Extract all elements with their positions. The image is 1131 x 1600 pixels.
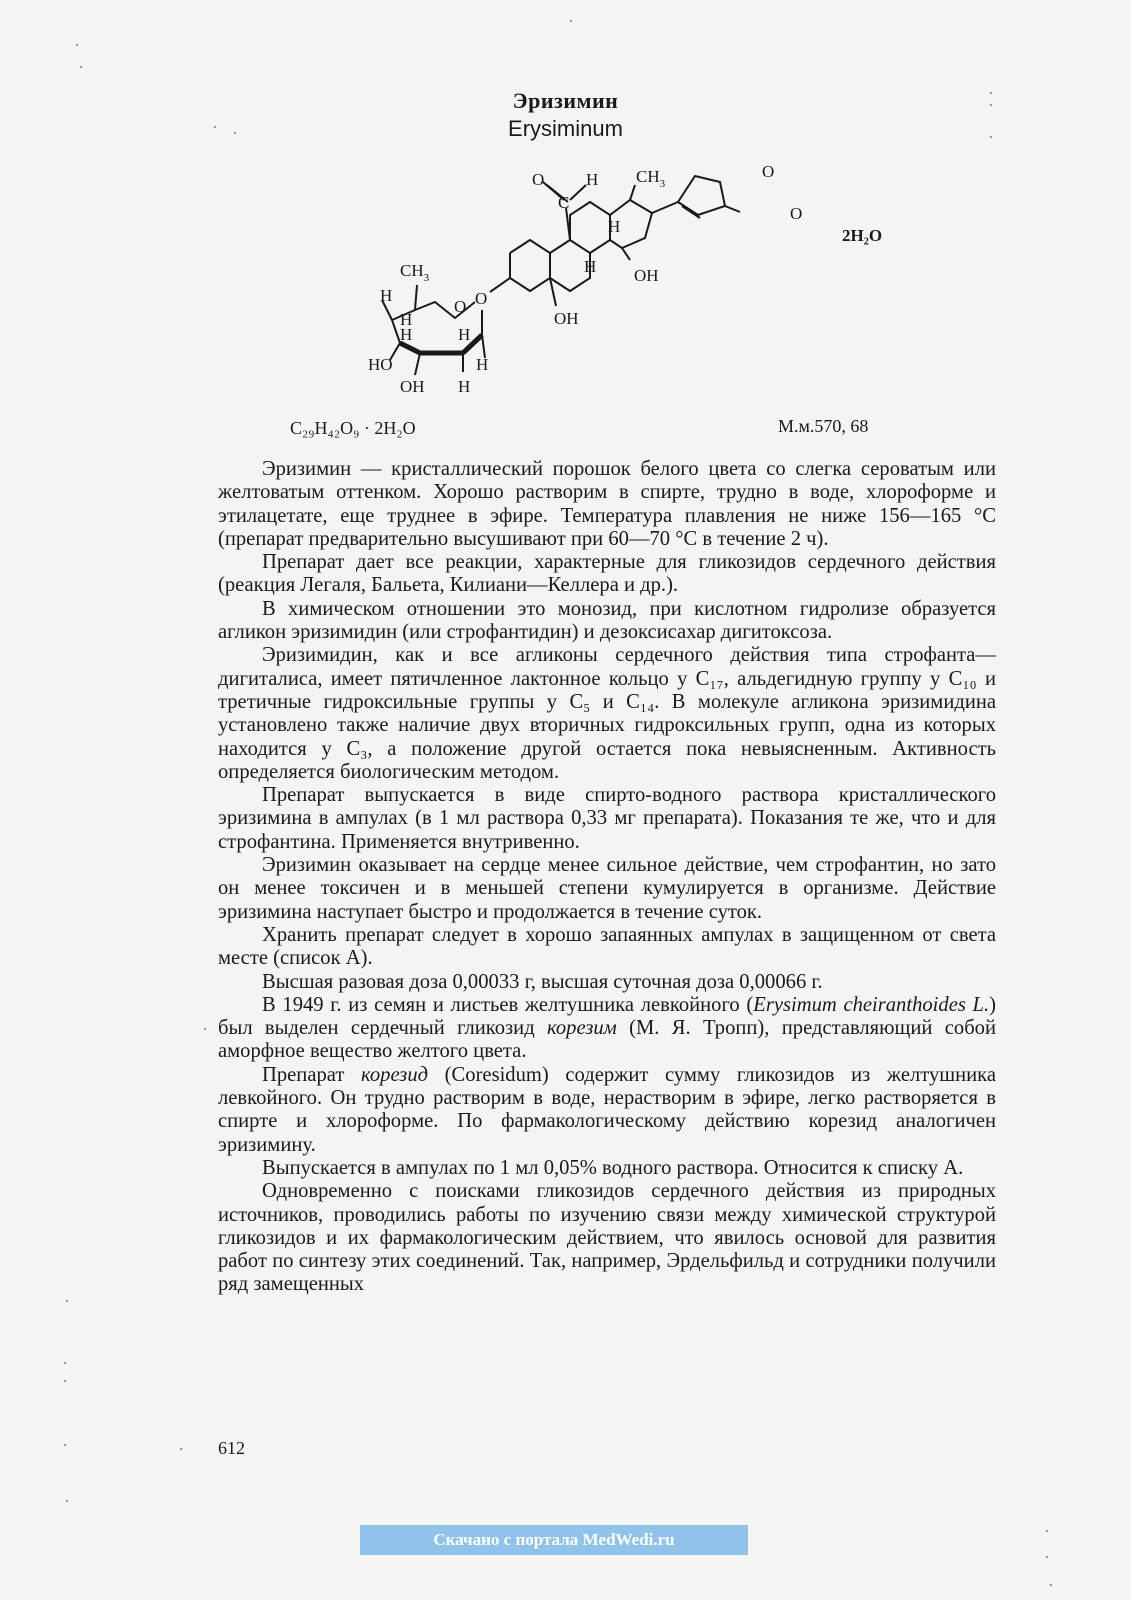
sugar-hydrogen-3: H (400, 325, 413, 344)
scan-speck (214, 126, 216, 128)
corezim-name: корезим (547, 1017, 617, 1040)
coresid-text-b: (Coresidum) содержит сумму гликозидов из желтушника левкойного. Он трудно растворим в воде, нерастворим в эфире, легко растворяется в спирте и хлороформе. По фармакологическому действию корезид аналогичен эризимину. (218, 1063, 996, 1156)
sugar-hydrogen-4: H (458, 325, 471, 344)
corezim-text-a: В 1949 г. из семян и листьев желтушника левкойного ( (262, 993, 754, 1016)
paragraph-synthesis: Одновременно с поисками гликозидов сердечного действия из природных источников, проводились работы по изучению связи между химической структурой гликозидов и их фармакологическим действием, что явилось основой для развития работ по синтезу этих соединений. Так, например, Эрдельфильд и сотрудники получили ряд замещенных (218, 1180, 996, 1296)
corezim-text-c: (М. Я. Тропп), представляющий собой аморфное вещество желтого цвета. (218, 1017, 997, 1063)
scan-speck (234, 132, 236, 134)
paragraph-description: Эризимин — кристаллический порошок белого цвета со слегка сероватым или желтоватым оттенком. Хорошо растворим в спирте, трудно в воде, хлороформе и этилацетате, еще труднее в эфире. Температура плавления не ниже 156—165 °С (препарат предварительно высушивают при 60—70 °С в течение 2 ч). (218, 458, 996, 550)
title-latin: Erysiminum (508, 116, 623, 141)
paragraph-reactions: Препарат дает все реакции, характерные для гликозидов сердечного действия (реакция Легаля, Бальета, Килиани—Келлера и др.). (218, 551, 996, 597)
scan-speck (80, 66, 82, 68)
scan-speck (180, 1448, 182, 1450)
corezim-text-b: ) был выделен сердечный гликозид (218, 993, 996, 1040)
scan-speck (76, 44, 78, 46)
sugar-methyl-ch: CH (400, 261, 424, 280)
structure-drawing (360, 160, 920, 410)
species-name: Erysimum cheiranthoides L. (753, 993, 990, 1016)
paragraph-corezim (218, 994, 996, 1064)
aldehyde-hydrogen: H (586, 170, 599, 189)
aldehyde-carbon: C (558, 193, 570, 212)
top-methyl (636, 167, 666, 190)
coresid-text-a: Препарат (262, 1063, 361, 1086)
scan-speck (570, 20, 572, 22)
aldehyde-oxygen: O (532, 170, 545, 189)
page-number: 612 (218, 1438, 245, 1458)
sugar-hydroxyl-oh: OH (400, 377, 425, 396)
top-methyl-ch: CH (636, 167, 660, 186)
scan-speck (204, 1028, 206, 1030)
scan-speck (66, 1500, 68, 1502)
ring-c-hydrogen: H (608, 217, 621, 236)
scan-speck (1050, 1584, 1052, 1586)
paragraph-release-form: Препарат выпускается в виде спирто-водного раствора кристаллического эризимина в ампулах (в 1 мл раствора 0,33 мг препарата). Показания те же, что и для строфантина. Применяется внутривенно. (218, 784, 996, 853)
paragraph-aglycone: Эризимидин, как и все агликоны сердечного действия типа строфанта—дигиталиса, имеет пятичленное лактонное кольцо у C₁₇, альдегидную группу у C₁₀ и третичные гидроксильные группы у C₅ и C₁₄. В молекуле агликона эризимидина установлено также наличие двух вторичных гидроксильных групп, одна из которых находится у C₃, а положение другой остается пока невыясненным. Активность определяется биологическим методом. (218, 644, 996, 783)
sugar-methyl (400, 261, 430, 284)
scan-speck (66, 1300, 68, 1302)
sugar-hydrogen-6: H (458, 377, 471, 396)
scan-speck (1046, 1556, 1048, 1558)
scan-speck (1046, 1530, 1048, 1532)
scan-speck (64, 1380, 66, 1382)
paragraph-ampoules: Выпускается в ампулах по 1 мл 0,05% водного раствора. Относится к списку А. (262, 1156, 964, 1179)
scan-speck (990, 104, 992, 106)
scan-speck (64, 1362, 66, 1364)
sugar-hydrogen-2: H (400, 310, 413, 329)
paragraph-coresid (218, 1064, 996, 1157)
title-russian: Эризимин (512, 88, 619, 113)
sugar-methyl-sub: 3 (423, 272, 430, 284)
lactone-carbonyl-oxygen: O (790, 204, 803, 223)
molar-mass: М.м.570, 68 (778, 416, 869, 436)
top-methyl-sub: 3 (659, 178, 666, 190)
paragraph-action: Эризимин оказывает на сердце менее сильное действие, чем строфантин, но зато он менее токсичен и в меньшей степени кумулируется в организме. Действие эризимина наступает быстро и продолжается в течение суток. (218, 854, 996, 923)
sugar-ring-oxygen: O (454, 297, 467, 316)
paragraph-dose: Высшая разовая доза 0,00033 г, высшая суточная доза 0,00066 г. (262, 970, 823, 993)
coresid-name: корезид (361, 1063, 429, 1086)
hydrate-label: 2H₂O (842, 226, 883, 245)
lactone-ring-oxygen: O (762, 162, 775, 181)
molecular-formula: C₂₉H₄₂O₉ · 2H₂O (290, 418, 416, 438)
sugar-hydroxyl-ho: HO (368, 355, 393, 374)
scan-speck (990, 136, 992, 138)
body-text (218, 458, 996, 1297)
c14-hydroxyl: OH (634, 266, 659, 285)
sugar-hydrogen-1: H (380, 286, 393, 305)
sugar-hydrogen-5: H (476, 355, 489, 374)
paragraph-hydrolysis: В химическом отношении это монозид, при кислотном гидролизе образуется агликон эризимидин (или строфантидин) и дезоксисахар дигитоксоза. (218, 597, 996, 644)
glycosidic-oxygen: O (475, 289, 488, 308)
ring-b-hydrogen: H (584, 257, 597, 276)
download-banner[interactable]: Скачано с портала MedWedi.ru (360, 1525, 748, 1555)
paragraph-storage: Хранить препарат следует в хорошо запаянных ампулах в защищенном от света месте (список А). (218, 923, 996, 970)
scan-speck (990, 92, 992, 94)
c5-hydroxyl: OH (554, 309, 579, 328)
structural-formula (360, 160, 920, 410)
scan-speck (64, 1444, 66, 1446)
